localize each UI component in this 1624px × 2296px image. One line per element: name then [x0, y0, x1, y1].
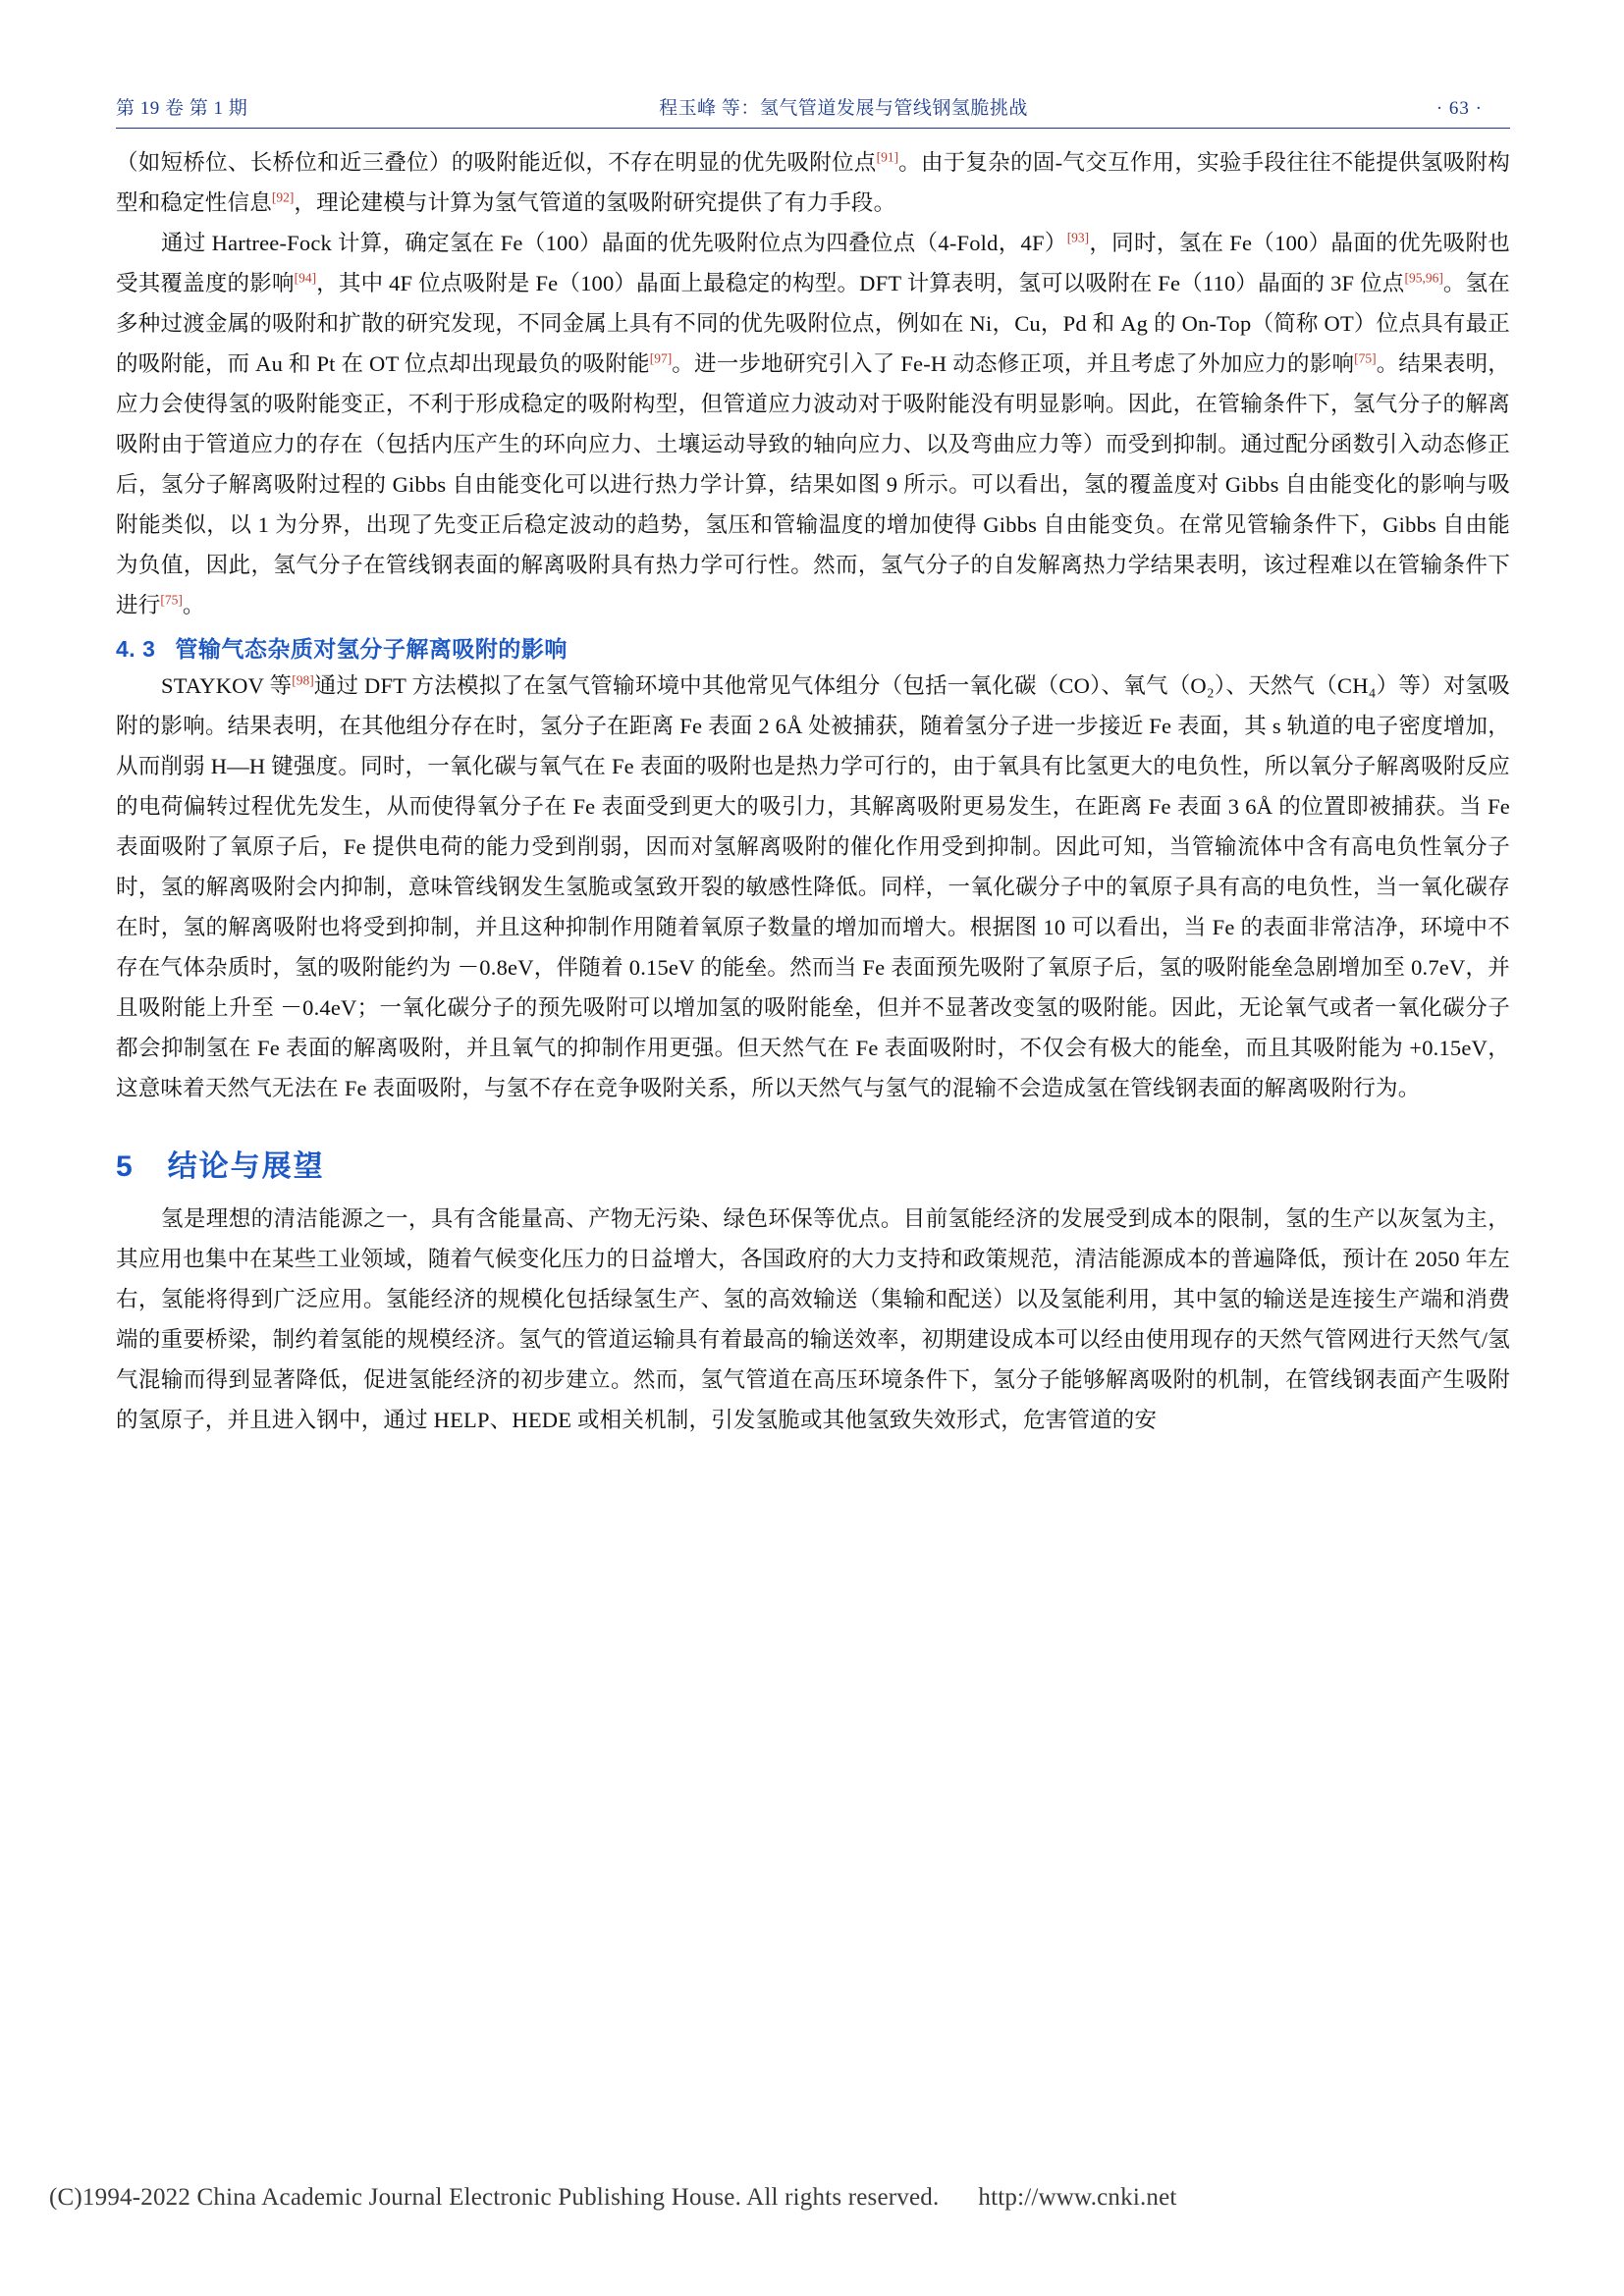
p1-text-c: ，理论建模与计算为氢气管道的氢吸附研究提供了有力手段。 — [294, 190, 896, 215]
paragraph-3 — [116, 666, 1510, 1108]
section-number: 5 — [116, 1150, 135, 1183]
subsection-title: 管输气态杂质对氢分子解离吸附的影响 — [175, 636, 568, 662]
citation-98: [98] — [292, 672, 314, 688]
citation-95-96: [95,96] — [1404, 270, 1443, 286]
section-title: 结论与展望 — [167, 1150, 325, 1183]
paragraph-1 — [116, 142, 1510, 223]
article-running-title: 程玉峰 等：氢气管道发展与管线钢氢脆挑战 — [659, 98, 1028, 119]
cnki-url[interactable]: http://www.cnki.net — [978, 2184, 1177, 2211]
p1-text-a: （如短桥位、长桥位和近三叠位）的吸附能近似，不存在明显的优先吸附位点 — [116, 150, 877, 175]
p2-text-b: ，同时，氢在 Fe（100）晶面的优先吸附也受其覆盖度的影响 — [116, 231, 1510, 295]
citation-94: [94] — [294, 270, 317, 286]
page-number: · 63 · — [1435, 98, 1483, 119]
p2-text-g: 。 — [182, 593, 205, 617]
header-rule — [116, 128, 1510, 129]
p3-text-b: 通过 DFT 方法模拟了在氢气管输环境中其他常见气体组分（包括一氧化碳（CO）、氧气（O₂）、天然气（CH₄）等）对氢吸附的影响。结果表明，在其他组分存在时，氢分子在距离 Fe 表面 2 6Å 处被捕获，随着氢分子进一步接近 Fe 表面，其 s 轨道的电子密度增加，从而削弱 H—H 键强度。同时，一氧化碳与氧气在 Fe 表面的吸附也是热力学可行的，由于氧具有比氢更大的电负性，所以氧分子解离吸附反应的电荷偏转过程优先发生，从而使得氧分子在 Fe 表面受到更大的吸引力，其解离吸附更易发生，在距离 Fe 表面 3 6Å 的位置即被捕获。当 Fe 表面吸附了氧原子后，Fe 提供电荷的能力受到削弱，因而对氢解离吸附的催化作用受到抑制。因此可知，当管输流体中含有高电负性氧分子时，氢的解离吸附会内抑制，意味管线钢发生氢脆或氢致开裂的敏感性降低。同样，一氧化碳分子中的氧原子具有高的电负性，当一氧化碳存在时，氢的解离吸附也将受到抑制，并且这种抑制作用随着氧原子数量的增加而增大。根据图 10 可以看出，当 Fe 的表面非常洁净，环境中不存在气体杂质时，氢的吸附能约为 －0.8eV，伴随着 0.15eV 的能垒。然而当 Fe 表面预先吸附了氧原子后，氢的吸附能垒急剧增加至 0.7eV，并且吸附能上升至 －0.4eV；一氧化碳分子的预先吸附可以增加氢的吸附能垒，但并不显著改变氢的吸附能。因此，无论氧气或者一氧化碳分子都会抑制氢在 Fe 表面的解离吸附，并且氧气的抑制作用更强。但天然气在 Fe 表面吸附时，不仅会有极大的能垒，而且其吸附能为 +0.15eV，这意味着天然气无法在 Fe 表面吸附，与氢不存在竞争吸附关系，所以天然气与氢气的混输不会造成氢在管线钢表面的解离吸附行为。 — [116, 673, 1510, 1100]
p2-text-d: 。氢在多种过渡金属的吸附和扩散的研究发现，不同金属上具有不同的优先吸附位点，例如在 Ni，Cu，Pd 和 Ag 的 On-Top（简称 OT）位点具有最正的吸附能，而 Au 和 Pt 在 OT 位点却出现最负的吸附能 — [116, 271, 1510, 376]
footer-copyright — [49, 2184, 1581, 2212]
p2-text-e: 。进一步地研究引入了 Fe-H 动态修正项，并且考虑了外加应力的影响 — [672, 351, 1355, 376]
citation-75b: [75] — [160, 592, 183, 608]
citation-97: [97] — [649, 350, 673, 366]
citation-75a: [75] — [1354, 350, 1377, 366]
copyright-text: (C)1994-2022 China Academic Journal Electronic Publishing House. All rights reserved. — [49, 2184, 940, 2211]
running-head — [116, 93, 1510, 128]
p2-text-f: 。结果表明，应力会使得氢的吸附能变正，不利于形成稳定的吸附构型，但管道应力波动对于吸附能没有明显影响。因此，在管输条件下，氢气分子的解离吸附由于管道应力的存在（包括内压产生的环向应力、土壤运动导致的轴向应力、以及弯曲应力等）而受到抑制。通过配分函数引入动态修正后，氢分子解离吸附过程的 Gibbs 自由能变化可以进行热力学计算，结果如图 9 所示。可以看出，氢的覆盖度对 Gibbs 自由能变化的影响与吸附能类似，以 1 为分界，出现了先变正后稳定波动的趋势，氢压和管输温度的增加使得 Gibbs 自由能变负。在常见管输条件下，Gibbs 自由能为负值，因此，氢气分子在管线钢表面的解离吸附具有热力学可行性。然而，氢气分子的自发解离热力学结果表明，该过程难以在管输条件下进行 — [116, 351, 1510, 617]
p3-text-a: STAYKOV 等 — [161, 673, 293, 698]
volume-issue: 第 19 卷 第 1 期 — [116, 98, 248, 119]
paragraph-2 — [116, 223, 1510, 625]
paragraph-4: 氢是理想的清洁能源之一，具有含能量高、产物无污染、绿色环保等优点。目前氢能经济的发展受到成本的限制，氢的生产以灰氢为主，其应用也集中在某些工业领域，随着气候变化压力的日益增大，各国政府的大力支持和政策规范，清洁能源成本的普遍降低，预计在 2050 年左右，氢能将得到广泛应用。氢能经济的规模化包括绿氢生产、氢的高效输送（集输和配送）以及氢能利用，其中氢的输送是连接生产端和消费端的重要桥梁，制约着氢能的规模经济。氢气的管道运输具有着最高的输送效率，初期建设成本可以经由使用现存的天然气管网进行天然气/氢气混输而得到显著降低，促进氢能经济的初步建立。然而，氢气管道在高压环境条件下，氢分子能够解离吸附的机制，在管线钢表面产生吸附的氢原子，并且进入钢中，通过 HELP、HEDE 或相关机制，引发氢脆或其他氢致失效形式，危害管道的安 — [116, 1206, 1510, 1432]
subsection-number: 4. 3 — [116, 636, 156, 662]
p2-text-a: 通过 Hartree-Fock 计算，确定氢在 Fe（100）晶面的优先吸附位点为四叠位点（4-Fold，4F） — [161, 231, 1067, 255]
p1-text-b: 。由于复杂的固-气交互作用，实验手段往往不能提供氢吸附构型和稳定性信息 — [116, 150, 1510, 215]
citation-92: [92] — [271, 189, 295, 205]
page-content — [116, 93, 1510, 1440]
citation-91: [91] — [876, 149, 899, 165]
citation-93: [93] — [1066, 230, 1090, 245]
section-heading-5 — [116, 1142, 1510, 1185]
p2-text-c: ，其中 4F 位点吸附是 Fe（100）晶面上最稳定的构型。DFT 计算表明，氢可以吸附在 Fe（110）晶面的 3F 位点 — [316, 271, 1405, 295]
subsection-heading-4-3 — [116, 631, 1510, 664]
